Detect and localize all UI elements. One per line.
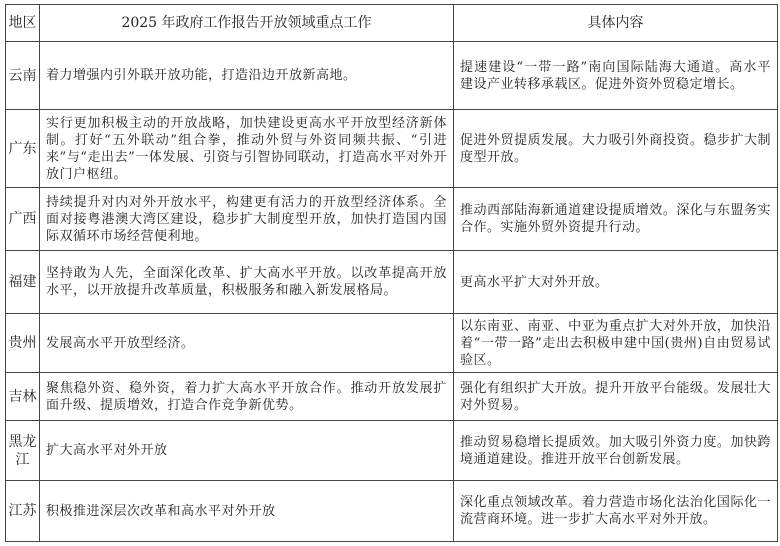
- key-work-cell: 坚持敢为人先，全面深化改革、扩大高水平开放。以改革提高开放水平，以开放提升改革质量，积极服务和融入新发展格局。: [40, 251, 454, 314]
- key-work-cell: 着力增强内引外联开放功能，打造沿边开放新高地。: [40, 42, 454, 110]
- key-work-cell: 持续提升对内对外开放水平，构建更有活力的开放型经济体系。全面对接粤港澳大湾区建设，稳步扩大制度型开放，加快打造国内国际双循环市场经营便利地。: [40, 188, 454, 251]
- details-column-header: 具体内容: [454, 5, 778, 42]
- table-row: [6, 373, 778, 421]
- table-row: [6, 251, 778, 314]
- table-header-row: [6, 5, 778, 42]
- table-row: [6, 110, 778, 188]
- region-cell: 广西: [6, 188, 40, 251]
- details-cell: 更高水平扩大对外开放。: [454, 251, 778, 314]
- key-work-cell: 聚焦稳外资、稳外资，着力扩大高水平开放合作。推动开放发展扩面升级、提质增效，打造合作竞争新优势。: [40, 373, 454, 421]
- region-cell: 江苏: [6, 481, 40, 542]
- region-cell: 黑龙江: [6, 421, 40, 481]
- region-cell: 福建: [6, 251, 40, 314]
- table-row: [6, 421, 778, 481]
- region-column-header: 地区: [6, 5, 40, 42]
- details-cell: 以东南亚、南亚、中亚为重点扩大对外开放，加快沿着“一带一路”走出去积极申建中国(贵州)自由贸易试验区。: [454, 314, 778, 373]
- key-work-cell: 积极推进深层次改革和高水平对外开放: [40, 481, 454, 542]
- policy-table: [5, 4, 778, 542]
- key-work-cell: 实行更加积极主动的开放战略，加快建设更高水平开放型经济新体制。打好“五外联动”组合拳，推动外贸与外资同频共振、“引进来”与“走出去”一体发展、引资与引智协同联动，打造高水平对外开放门户枢纽。: [40, 110, 454, 188]
- key-work-column-header: 2025 年政府工作报告开放领域重点工作: [40, 5, 454, 42]
- details-cell: 推动西部陆海新通道建设提质增效。深化与东盟务实合作。实施外贸外资提升行动。: [454, 188, 778, 251]
- details-cell: 深化重点领域改革。着力营造市场化法治化国际化一流营商环境。进一步扩大高水平对外开放。: [454, 481, 778, 542]
- details-cell: 强化有组织扩大开放。提升开放平台能级。发展壮大对外贸易。: [454, 373, 778, 421]
- region-cell: 广东: [6, 110, 40, 188]
- details-cell: 推动贸易稳增长提质效。加大吸引外资力度。加快跨境通道建设。推进开放平台创新发展。: [454, 421, 778, 481]
- table-row: [6, 42, 778, 110]
- details-cell: 促进外贸提质发展。大力吸引外商投资。稳步扩大制度型开放。: [454, 110, 778, 188]
- region-cell: 吉林: [6, 373, 40, 421]
- table-row: [6, 314, 778, 373]
- region-cell: 云南: [6, 42, 40, 110]
- key-work-cell: 扩大高水平对外开放: [40, 421, 454, 481]
- table-row: [6, 188, 778, 251]
- details-cell: 提速建设“一带一路”南向国际陆海大通道。高水平建设产业转移承载区。促进外资外贸稳定增长。: [454, 42, 778, 110]
- region-cell: 贵州: [6, 314, 40, 373]
- key-work-cell: 发展高水平开放型经济。: [40, 314, 454, 373]
- table-row: [6, 481, 778, 542]
